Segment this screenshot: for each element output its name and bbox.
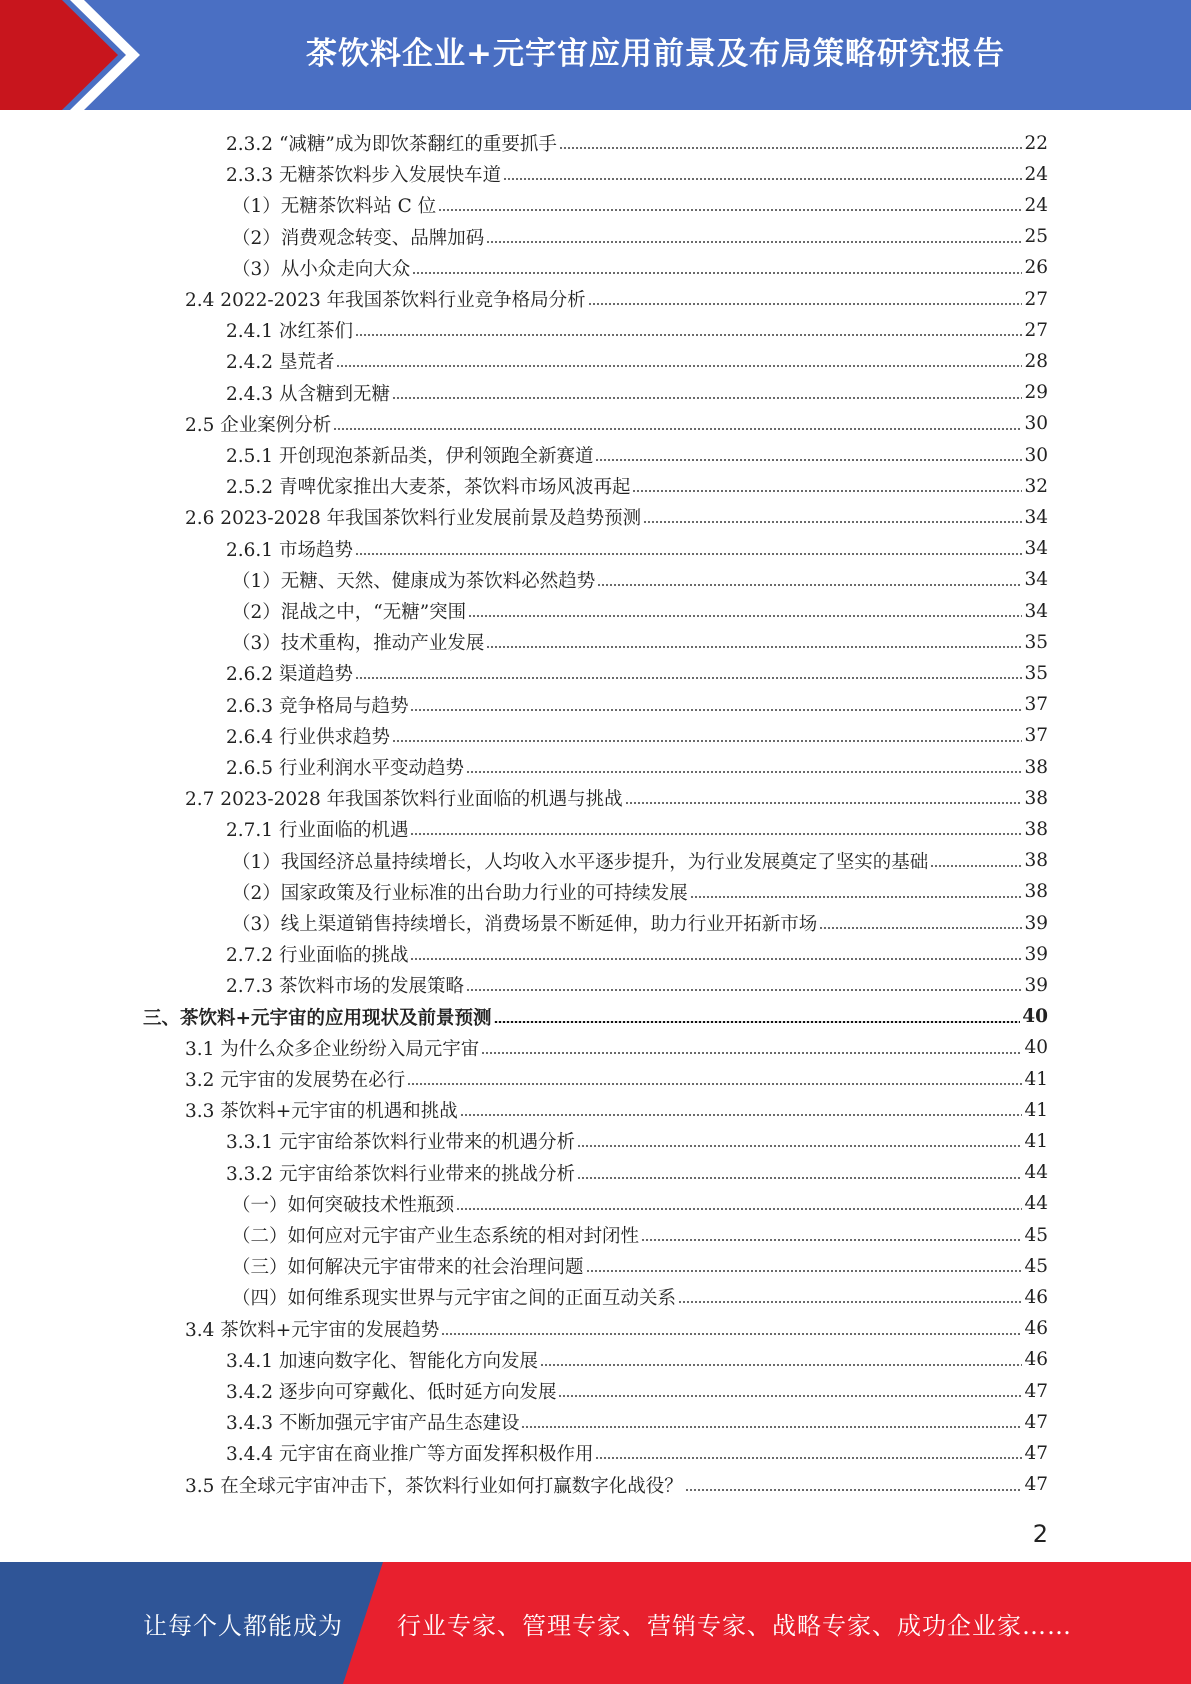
toc-entry-page: 41 [1024, 1068, 1048, 1090]
toc-entry-page: 47 [1024, 1411, 1048, 1433]
toc-dot-leader [456, 1208, 1022, 1210]
toc-entry-page: 41 [1024, 1130, 1048, 1152]
toc-entry[interactable] [226, 814, 1048, 844]
toc-entry[interactable] [232, 1282, 1048, 1312]
toc-entry-label: 2.6.4 行业供求趋势 [226, 726, 390, 748]
toc-dot-leader [466, 989, 1022, 991]
toc-entry-label: （3）从小众走向大众 [232, 258, 411, 280]
toc-entry[interactable] [226, 1376, 1048, 1406]
toc-entry-page: 34 [1024, 538, 1048, 560]
toc-entry-page: 45 [1024, 1224, 1048, 1246]
toc-entry-page: 27 [1024, 288, 1048, 310]
toc-entry-page: 39 [1024, 912, 1048, 934]
toc-entry[interactable] [226, 939, 1048, 969]
toc-entry[interactable] [232, 1189, 1048, 1219]
toc-dot-leader [641, 1239, 1022, 1241]
toc-entry-label: （二）如何应对元宇宙产业生态系统的相对封闭性 [232, 1226, 640, 1247]
toc-dot-leader [597, 584, 1022, 586]
toc-entry-page: 37 [1024, 725, 1048, 747]
toc-entry-label: 2.6.1 市场趋势 [226, 539, 353, 561]
toc-entry[interactable] [185, 1033, 1048, 1063]
toc-entry[interactable] [226, 658, 1048, 688]
toc-dot-leader [559, 147, 1023, 149]
toc-dot-leader [410, 709, 1022, 711]
toc-entry-page: 46 [1024, 1349, 1048, 1371]
toc-entry-page: 30 [1024, 444, 1048, 466]
toc-entry-page: 25 [1024, 226, 1048, 248]
toc-dot-leader [625, 802, 1023, 804]
toc-dot-leader [588, 303, 1023, 305]
toc-entry-page: 44 [1024, 1193, 1048, 1215]
toc-entry-label: 3.4 茶饮料+元宇宙的发展趋势 [185, 1319, 440, 1341]
toc-entry[interactable] [226, 471, 1048, 501]
toc-entry-page: 41 [1024, 1099, 1048, 1121]
toc-entry[interactable] [226, 721, 1048, 751]
toc-entry-page: 38 [1024, 787, 1048, 809]
toc-entry-page: 47 [1024, 1474, 1048, 1496]
toc-entry-label: 3.4.3 不断加强元宇宙产品生态建设 [226, 1413, 520, 1435]
toc-entry-label: 2.6.2 渠道趋势 [226, 664, 353, 686]
toc-entry-page: 44 [1024, 1162, 1048, 1184]
toc-dot-leader [407, 1083, 1022, 1085]
toc-entry-page: 38 [1024, 850, 1048, 872]
toc-dot-leader [930, 865, 1022, 867]
toc-entry-label: 2.7 2023-2028 年我国茶饮料行业面临的机遇与挑战 [185, 789, 623, 811]
page-header [0, 0, 1191, 110]
toc-entry-label: （四）如何维系现实世界与元宇宙之间的正面互动关系 [232, 1288, 677, 1310]
toc-entry-page: 37 [1024, 694, 1048, 716]
toc-entry-page: 34 [1024, 600, 1048, 622]
toc-entry-label: 2.5 企业案例分析 [185, 414, 332, 436]
toc-entry[interactable] [232, 1220, 1048, 1250]
toc-entry[interactable] [232, 565, 1048, 595]
toc-dot-leader [643, 521, 1022, 523]
toc-entry[interactable] [185, 284, 1048, 314]
toc-dot-leader [521, 1426, 1022, 1428]
toc-entry-page: 47 [1024, 1442, 1048, 1464]
toc-entry[interactable] [226, 970, 1048, 1000]
toc-entry[interactable] [185, 1314, 1048, 1344]
toc-dot-leader [392, 740, 1022, 742]
toc-entry-page: 26 [1024, 257, 1048, 279]
toc-entry-label: 2.7.3 茶饮料市场的发展策略 [226, 976, 464, 998]
toc-dot-leader [819, 927, 1022, 929]
toc-dot-leader [595, 1457, 1022, 1459]
report-title: 茶饮料企业+元宇宙应用前景及布局策略研究报告 [306, 35, 1005, 72]
toc-entry-page: 34 [1024, 569, 1048, 591]
toc-entry-label: （一）如何突破技术性瓶颈 [232, 1194, 455, 1216]
toc-entry-page: 29 [1024, 382, 1048, 404]
toc-entry-label: 2.6 2023-2028 年我国茶饮料行业发展前景及趋势预测 [185, 508, 642, 530]
toc-entry-page: 38 [1024, 818, 1048, 840]
toc-entry-page: 34 [1024, 506, 1048, 528]
toc-entry-page: 46 [1024, 1318, 1048, 1340]
toc-entry-label: （2）混战之中，“无糖”突围 [232, 602, 467, 623]
toc-entry[interactable] [226, 1438, 1048, 1468]
toc-entry-page: 45 [1024, 1255, 1048, 1277]
toc-entry-page: 38 [1024, 756, 1048, 778]
toc-entry[interactable] [226, 1126, 1048, 1156]
toc-entry-label: 2.4.3 从含糖到无糖 [226, 383, 390, 405]
toc-entry-label: 3.4.4 元宇宙在商业推广等方面发挥积极作用 [226, 1444, 594, 1466]
toc-dot-leader [577, 1177, 1022, 1179]
toc-entry[interactable] [226, 440, 1048, 470]
toc-entry-page: 35 [1024, 662, 1048, 684]
toc-entry-page: 27 [1024, 319, 1048, 341]
toc-entry[interactable] [232, 596, 1048, 626]
toc-dot-leader [494, 1021, 1021, 1023]
toc-entry[interactable] [232, 627, 1048, 657]
toc-entry-label: 2.5.1 开创现泡茶新品类，伊利领跑全新赛道 [226, 446, 594, 467]
toc-dot-leader [460, 1114, 1023, 1116]
toc-entry[interactable] [143, 1002, 1048, 1032]
toc-entry[interactable] [232, 908, 1048, 938]
toc-dot-leader [336, 365, 1022, 367]
toc-entry[interactable] [232, 253, 1048, 283]
toc-entry-page: 47 [1024, 1380, 1048, 1402]
toc-entry[interactable] [226, 534, 1048, 564]
toc-entry-label: 3.3.2 元宇宙给茶饮料行业带来的挑战分析 [226, 1163, 575, 1185]
page-footer [0, 1562, 1191, 1684]
toc-entry[interactable] [226, 690, 1048, 720]
toc-dot-leader [392, 397, 1022, 399]
toc-entry-label: 3.2 元宇宙的发展势在必行 [185, 1070, 406, 1091]
toc-entry-label: 2.6.5 行业利润水平变动趋势 [226, 758, 464, 779]
toc-entry-page: 39 [1024, 974, 1048, 996]
toc-entry-label: （2）消费观念转变、品牌加码 [232, 227, 485, 249]
toc-entry-label: （1）我国经济总量持续增长，人均收入水平逐步提升，为行业发展奠定了坚实的基础 [232, 851, 929, 873]
toc-entry-page: 28 [1024, 350, 1048, 372]
toc-dot-leader [632, 490, 1022, 492]
toc-entry[interactable] [185, 409, 1048, 439]
toc-dot-leader [678, 1301, 1022, 1303]
footer-slogan-left: 让每个人都能成为 [143, 1611, 343, 1640]
toc-dot-leader [690, 896, 1023, 898]
toc-entry-page: 22 [1024, 132, 1048, 154]
toc-entry[interactable] [232, 222, 1048, 252]
toc-dot-leader [441, 1333, 1022, 1335]
toc-dot-leader [486, 241, 1022, 243]
toc-entry-label: 2.6.3 竞争格局与趋势 [226, 695, 409, 717]
toc-dot-leader [410, 958, 1022, 960]
toc-entry[interactable] [185, 1095, 1048, 1125]
toc-entry-label: 2.4.2 垦荒者 [226, 352, 335, 374]
toc-entry-page: 24 [1024, 163, 1048, 185]
toc-dot-leader [595, 459, 1022, 461]
toc-entry-label: 3.4.2 逐步向可穿戴化、低时延方向发展 [226, 1382, 557, 1403]
toc-entry-page: 40 [1024, 1037, 1048, 1059]
toc-dot-leader [438, 209, 1022, 211]
toc-dot-leader [355, 553, 1023, 555]
toc-dot-leader [540, 1364, 1022, 1366]
toc-entry-label: 3.1 为什么众多企业纷纷入局元宇宙 [185, 1038, 480, 1060]
toc-entry[interactable] [226, 128, 1048, 158]
toc-entry-label: 3.5 在全球元宇宙冲击下，茶饮料行业如何打赢数字化战役？ [185, 1475, 683, 1497]
toc-entry[interactable] [232, 190, 1048, 220]
toc-entry-label: （3）技术重构，推动产业发展 [232, 633, 485, 655]
toc-dot-leader [586, 1270, 1023, 1272]
toc-entry-label: 三、茶饮料+元宇宙的应用现状及前景预测 [143, 1007, 492, 1029]
toc-entry-label: 2.4.1 冰红茶们 [226, 321, 353, 343]
toc-entry-label: 2.7.2 行业面临的挑战 [226, 945, 409, 967]
toc-entry-label: （三）如何解决元宇宙带来的社会治理问题 [232, 1257, 584, 1279]
toc-entry[interactable] [226, 378, 1048, 408]
toc-dot-leader [333, 428, 1022, 430]
toc-entry-label: （2）国家政策及行业标准的出台助力行业的可持续发展 [232, 882, 688, 904]
toc-entry-page: 30 [1024, 413, 1048, 435]
toc-entry-label: 2.3.3 无糖茶饮料步入发展快车道 [226, 165, 501, 187]
toc-entry[interactable] [226, 159, 1048, 189]
toc-entry[interactable] [226, 1345, 1048, 1375]
toc-dot-leader [466, 771, 1022, 773]
toc-entry[interactable] [226, 315, 1048, 345]
toc-entry-page: 46 [1024, 1286, 1048, 1308]
toc-dot-leader [355, 677, 1023, 679]
toc-entry-page: 39 [1024, 943, 1048, 965]
toc-dot-leader [558, 1395, 1022, 1397]
toc-entry[interactable] [185, 783, 1048, 813]
toc-entry[interactable] [232, 846, 1048, 876]
toc-entry-page: 38 [1024, 881, 1048, 903]
toc-entry-label: 2.4 2022-2023 年我国茶饮料行业竞争格局分析 [185, 290, 586, 311]
toc-entry-label: （1）无糖、天然、健康成为茶饮料必然趋势 [232, 570, 596, 592]
toc-entry-label: 2.3.2 “减糖”成为即饮茶翻红的重要抓手 [226, 134, 557, 155]
toc-dot-leader [355, 334, 1023, 336]
toc-dot-leader [503, 178, 1022, 180]
toc-dot-leader [577, 1145, 1022, 1147]
toc-entry-label: 2.5.2 青啤优家推出大麦茶，茶饮料市场风波再起 [226, 477, 631, 499]
toc-entry-label: （3）线上渠道销售持续增长，消费场景不断延伸，助力行业开拓新市场 [232, 914, 818, 935]
footer-slogan-right: 行业专家、管理专家、营销专家、战略专家、成功企业家…… [397, 1611, 1072, 1640]
toc-entry-label: 3.3 茶饮料+元宇宙的机遇和挑战 [185, 1101, 458, 1123]
toc-entry-label: 3.4.1 加速向数字化、智能化方向发展 [226, 1350, 538, 1372]
toc-dot-leader [410, 833, 1022, 835]
toc-entry[interactable] [232, 1251, 1048, 1281]
toc-dot-leader [685, 1489, 1023, 1491]
toc-entry-page: 40 [1022, 1006, 1048, 1028]
toc-entry-page: 35 [1024, 631, 1048, 653]
toc-entry[interactable] [185, 1470, 1048, 1500]
toc-entry-label: （1）无糖茶饮料站 C 位 [232, 196, 437, 218]
toc-entry-page: 32 [1024, 475, 1048, 497]
toc-entry[interactable] [226, 346, 1048, 376]
toc-entry[interactable] [226, 752, 1048, 782]
toc-entry[interactable] [226, 1158, 1048, 1188]
toc-entry[interactable] [185, 1064, 1048, 1094]
page-number: 2 [1032, 1520, 1048, 1548]
toc-dot-leader [468, 615, 1022, 617]
toc-entry[interactable] [226, 1407, 1048, 1437]
toc-entry-page: 24 [1024, 194, 1048, 216]
toc-entry[interactable] [185, 502, 1048, 532]
toc-dot-leader [486, 646, 1022, 648]
toc-dot-leader [412, 272, 1022, 274]
toc-entry-label: 2.7.1 行业面临的机遇 [226, 820, 409, 842]
toc-entry-label: 3.3.1 元宇宙给茶饮料行业带来的机遇分析 [226, 1132, 575, 1154]
red-chevron-decoration [0, 0, 150, 110]
toc-dot-leader [481, 1052, 1022, 1054]
toc-entry[interactable] [232, 877, 1048, 907]
